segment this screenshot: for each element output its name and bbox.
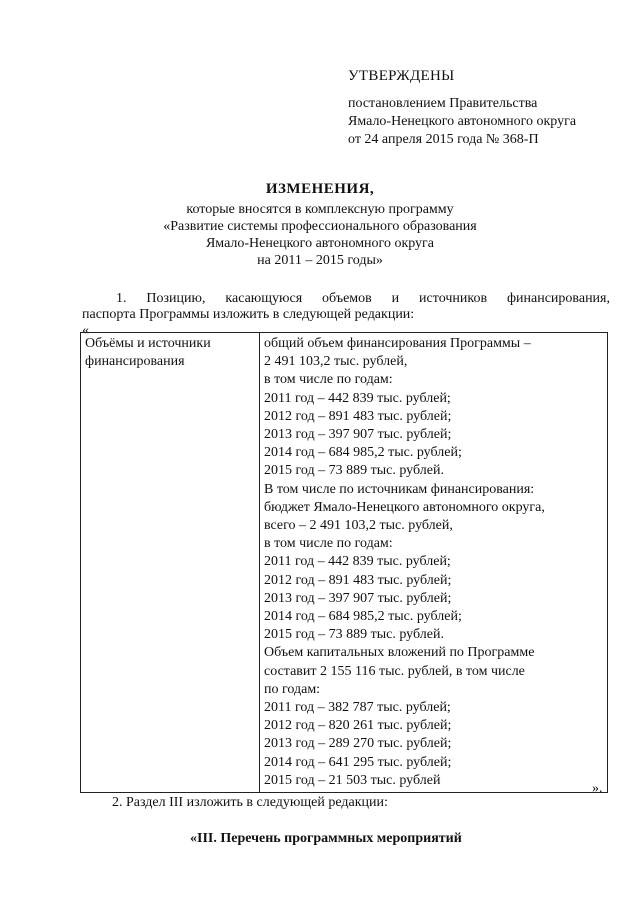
heading-line-2: «Развитие системы профессионального образования bbox=[163, 219, 477, 234]
detail-line: 2015 год – 73 889 тыс. рублей. bbox=[264, 627, 444, 643]
heading-line-1: которые вносятся в комплексную программу bbox=[186, 202, 454, 217]
detail-line: 2012 год – 891 483 тыс. рублей; bbox=[264, 572, 452, 588]
detail-line: 2012 год – 820 261 тыс. рублей; bbox=[264, 718, 452, 734]
heading-line-3: Ямало-Ненецкого автономного округа bbox=[205, 236, 435, 251]
paragraph-2: 2. Раздел III изложить в следующей редакции: bbox=[112, 795, 388, 810]
changes-title: ИЗМЕНЕНИЯ, bbox=[265, 181, 375, 197]
left-label-cell bbox=[81, 333, 260, 793]
detail-line: в том числе по годам: bbox=[264, 536, 393, 552]
detail-line: 2015 год – 73 889 тыс. рублей. bbox=[264, 463, 444, 479]
detail-line: 2013 год – 397 907 тыс. рублей; bbox=[264, 590, 452, 606]
approval-title: УТВЕРЖДЕНЫ bbox=[348, 68, 455, 84]
financing-details-cell bbox=[260, 333, 608, 793]
detail-line: 2011 год – 442 839 тыс. рублей; bbox=[264, 390, 451, 406]
close-quote: ». bbox=[592, 781, 603, 796]
open-quote: « bbox=[82, 323, 89, 338]
detail-line: 2014 год – 684 985,2 тыс. рублей; bbox=[264, 609, 462, 625]
paragraph-1-line-1: 1. Позицию, касающуюся объемов и источников финансирования, bbox=[116, 291, 610, 306]
detail-line: 2014 год – 684 985,2 тыс. рублей; bbox=[264, 445, 462, 461]
detail-line: 2011 год – 442 839 тыс. рублей; bbox=[264, 554, 451, 570]
detail-line: по годам: bbox=[264, 681, 321, 697]
detail-line: 2013 год – 397 907 тыс. рублей; bbox=[264, 427, 452, 443]
detail-line: 2011 год – 382 787 тыс. рублей; bbox=[264, 700, 451, 716]
paragraph-1-line-2: паспорта Программы изложить в следующей редакции: bbox=[82, 307, 415, 322]
detail-line: 2014 год – 641 295 тыс. рублей; bbox=[264, 754, 452, 770]
approval-line-3: от 24 апреля 2015 года № 368-П bbox=[348, 132, 539, 147]
heading-line-4: на 2011 – 2015 годы» bbox=[257, 253, 383, 268]
detail-line: всего – 2 491 103,2 тыс. рублей, bbox=[264, 518, 453, 534]
detail-line: общий объем финансирования Программы – bbox=[264, 336, 531, 351]
detail-line: 2 491 103,2 тыс. рублей, bbox=[264, 354, 408, 370]
table-row bbox=[81, 333, 608, 793]
passport-table bbox=[80, 332, 608, 793]
detail-line: 2015 год – 21 503 тыс. рублей bbox=[264, 772, 441, 788]
detail-line: 2013 год – 289 270 тыс. рублей; bbox=[264, 736, 452, 752]
approval-line-1: постановлением Правительства bbox=[348, 96, 538, 111]
detail-line: В том числе по источникам финансирования: bbox=[264, 481, 535, 497]
detail-line: 2012 год – 891 483 тыс. рублей; bbox=[264, 408, 452, 424]
left-label-line-1: Объёмы и источники bbox=[85, 336, 211, 351]
detail-line: бюджет Ямало-Ненецкого автономного округа, bbox=[264, 499, 545, 515]
detail-line: в том числе по годам: bbox=[264, 372, 393, 388]
detail-line: составит 2 155 116 тыс. рублей, в том числе bbox=[264, 663, 525, 679]
approval-line-2: Ямало-Ненецкого автономного округа bbox=[348, 114, 577, 129]
section-title: «III. Перечень программных мероприятий bbox=[190, 831, 462, 846]
left-label-line-2: финансирования bbox=[85, 354, 185, 370]
detail-line: Объем капитальных вложений по Программе bbox=[264, 645, 535, 661]
